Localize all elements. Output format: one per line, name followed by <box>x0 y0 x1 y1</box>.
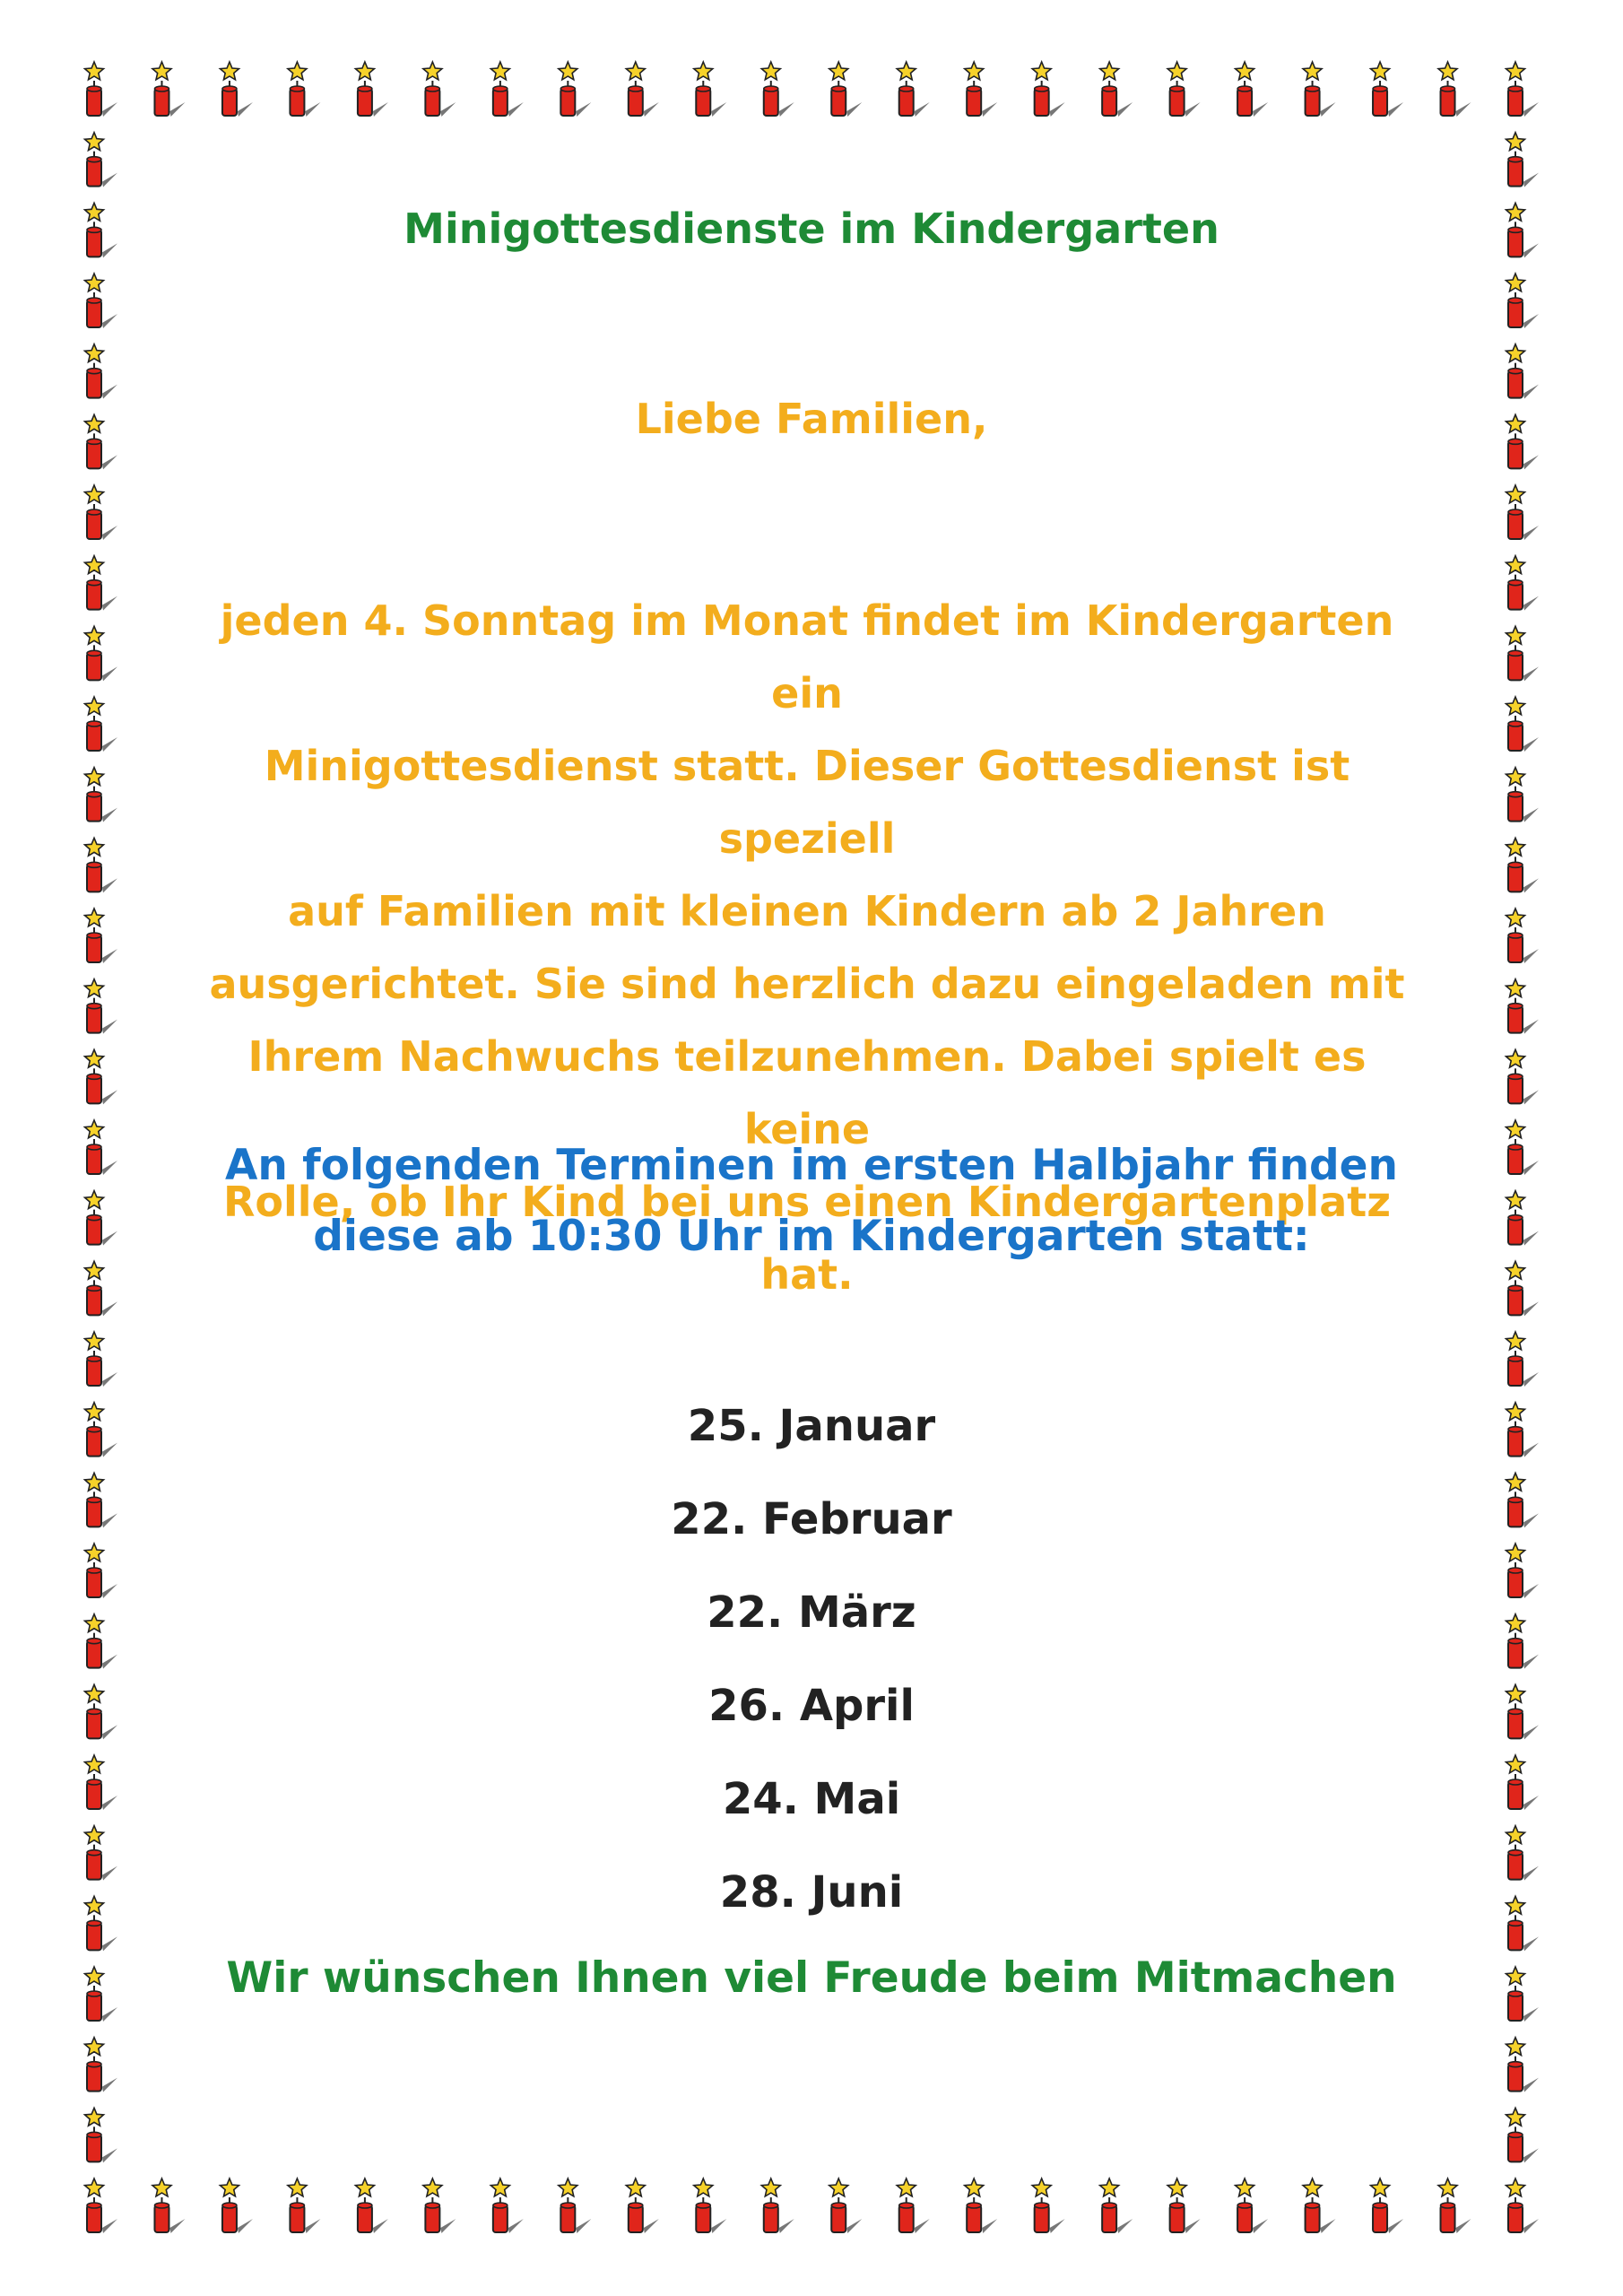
firecracker-icon <box>1506 2108 1540 2162</box>
date-list <box>0 1379 1623 1939</box>
date-item: 26. April <box>708 1681 915 1731</box>
firecracker-icon <box>490 2179 524 2233</box>
body-line: Rolle, ob Ihr Kind bei uns einen Kindergartenplatz hat. <box>223 1178 1391 1299</box>
body-line: Minigottesdienst statt. Dieser Gottesdienst ist speziell <box>264 742 1350 863</box>
firecracker-icon <box>423 62 456 117</box>
firecracker-icon <box>1506 1332 1540 1387</box>
firecracker-icon <box>1506 485 1540 540</box>
firecracker-icon <box>1438 62 1471 117</box>
firecracker-icon <box>288 2179 321 2233</box>
firecracker-icon <box>1303 2179 1336 2233</box>
firecracker-icon <box>829 2179 863 2233</box>
firecracker-icon <box>965 62 998 117</box>
firecracker-icon <box>1371 62 1404 117</box>
firecracker-icon <box>1506 626 1540 681</box>
body-line: jeden 4. Sonntag im Monat findet im Kindergarten ein <box>220 596 1394 718</box>
firecracker-icon <box>85 1332 118 1387</box>
firecracker-icon <box>1506 2038 1540 2092</box>
date-item: 24. Mai <box>722 1774 901 1824</box>
firecracker-icon <box>1100 62 1133 117</box>
firecracker-icon <box>355 2179 388 2233</box>
firecracker-icon <box>626 62 659 117</box>
firecracker-icon <box>1506 133 1540 187</box>
firecracker-icon <box>897 2179 930 2233</box>
firecracker-icon <box>85 626 118 681</box>
body-line: Ihrem Nachwuchs teilzunehmen. Dabei spielt es keine <box>247 1032 1367 1153</box>
firecracker-icon <box>1371 2179 1404 2233</box>
firecracker-icon <box>559 2179 592 2233</box>
firecracker-icon <box>1506 556 1540 611</box>
firecracker-icon <box>965 2179 998 2233</box>
dates-intro <box>0 1130 1623 1272</box>
firecracker-icon <box>1236 2179 1269 2233</box>
firecracker-icon <box>490 62 524 117</box>
firecracker-icon <box>626 2179 659 2233</box>
firecracker-icon <box>1506 274 1540 328</box>
firecracker-icon <box>1236 62 1269 117</box>
firecracker-icon <box>220 62 253 117</box>
firecracker-icon <box>1167 62 1201 117</box>
firecracker-icon <box>85 2038 118 2092</box>
firecracker-icon <box>85 838 118 892</box>
firecracker-icon <box>85 1049 118 1104</box>
firecracker-icon <box>85 62 118 117</box>
firecracker-icon <box>1032 62 1065 117</box>
firecracker-icon <box>694 62 727 117</box>
firecracker-icon <box>355 62 388 117</box>
body-line: auf Familien mit kleinen Kindern ab 2 Jahren <box>288 887 1326 935</box>
firecracker-icon <box>1506 909 1540 963</box>
firecracker-icon <box>829 62 863 117</box>
firecracker-icon <box>1303 62 1336 117</box>
firecracker-icon <box>1506 1049 1540 1104</box>
firecracker-icon <box>152 2179 186 2233</box>
firecracker-icon <box>152 62 186 117</box>
firecracker-icon <box>85 485 118 540</box>
dates-intro-line: diese ab 10:30 Uhr im Kindergarten statt: <box>313 1212 1310 1261</box>
firecracker-icon <box>1506 344 1540 399</box>
firecracker-icon <box>423 2179 456 2233</box>
date-item: 28. Juni <box>719 1867 904 1918</box>
firecracker-icon <box>1506 62 1540 117</box>
firecracker-icon <box>1438 2179 1471 2233</box>
firecracker-icon <box>85 133 118 187</box>
closing-line: Wir wünschen Ihnen viel Freude beim Mitmachen <box>226 1953 1397 2003</box>
firecracker-icon <box>85 2108 118 2162</box>
firecracker-icon <box>220 2179 253 2233</box>
firecracker-icon <box>85 768 118 822</box>
firecracker-icon <box>85 556 118 611</box>
firecracker-icon <box>761 62 794 117</box>
firecracker-icon <box>85 2179 118 2233</box>
date-item: 22. März <box>707 1587 916 1638</box>
firecracker-icon <box>1506 2179 1540 2233</box>
firecracker-icon <box>1167 2179 1201 2233</box>
body-line: ausgerichtet. Sie sind herzlich dazu eingeladen mit <box>209 960 1405 1008</box>
firecracker-icon <box>85 697 118 752</box>
greeting: Liebe Familien, <box>635 395 988 443</box>
firecracker-icon <box>1506 697 1540 752</box>
page-title: Minigottesdienste im Kindergarten <box>404 204 1219 253</box>
firecracker-icon <box>85 274 118 328</box>
firecracker-icon <box>694 2179 727 2233</box>
date-item: 25. Januar <box>687 1401 936 1451</box>
firecracker-icon <box>1506 768 1540 822</box>
firecracker-icon <box>761 2179 794 2233</box>
date-item: 22. Februar <box>671 1494 952 1544</box>
firecracker-icon <box>85 909 118 963</box>
firecracker-icon <box>897 62 930 117</box>
firecracker-icon <box>85 979 118 1034</box>
firecracker-icon <box>1506 979 1540 1034</box>
firecracker-icon <box>559 62 592 117</box>
firecracker-icon <box>1506 838 1540 892</box>
firecracker-icon <box>1032 2179 1065 2233</box>
dates-intro-line: An folgenden Terminen im ersten Halbjahr finden <box>224 1141 1399 1190</box>
firecracker-icon <box>1100 2179 1133 2233</box>
firecracker-icon <box>288 62 321 117</box>
firecracker-icon <box>85 344 118 399</box>
